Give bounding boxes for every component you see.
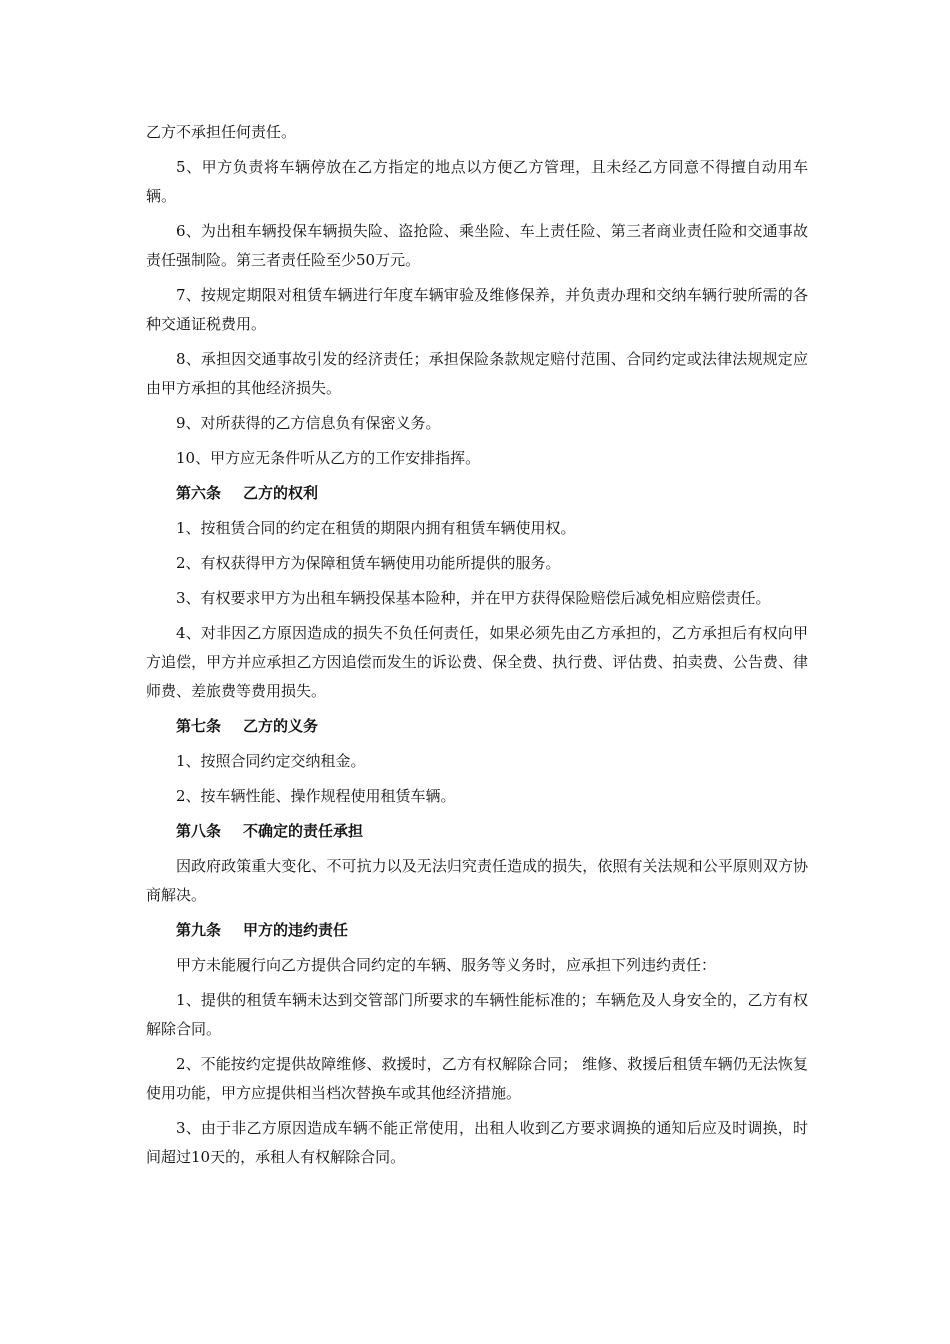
paragraph: 1、按租赁合同的约定在租赁的期限内拥有租赁车辆使用权。 (176, 519, 576, 537)
section-title: 乙方的义务 (243, 717, 319, 735)
section-title: 不确定的责任承担 (243, 822, 364, 840)
paragraph: 3、有权要求甲方为出租车辆投保基本险种，并在甲方获得保险赔偿后减免相应赔偿责任。 (176, 589, 771, 607)
paragraph: 3、由于非乙方原因造成车辆不能正常使用，出租人收到乙方要求调换的通知后应及时调换，时间超过10天的，承租人有权解除合同。 (146, 1119, 808, 1166)
section-heading (146, 817, 808, 846)
section-number: 第七条 (176, 717, 222, 735)
paragraph: 1、按照合同约定交纳租金。 (176, 752, 366, 770)
paragraph: 1、提供的租赁车辆未达到交管部门所要求的车辆性能标准的；车辆危及人身安全的，乙方有权解除合同。 (146, 991, 808, 1038)
section-number: 第九条 (176, 921, 222, 939)
paragraph: 9、对所获得的乙方信息负有保密义务。 (176, 414, 441, 432)
paragraph: 10、甲方应无条件听从乙方的工作安排指挥。 (176, 449, 481, 467)
section-number: 第八条 (176, 822, 222, 840)
section-title: 甲方的违约责任 (243, 921, 349, 939)
paragraph: 2、按车辆性能、操作规程使用租赁车辆。 (176, 787, 456, 805)
section-heading (146, 916, 808, 945)
section-heading (146, 712, 808, 741)
paragraph: 4、对非因乙方原因造成的损失不负任何责任，如果必须先由乙方承担的，乙方承担后有权向甲方追偿，甲方并应承担乙方因追偿而发生的诉讼费、保全费、执行费、评估费、拍卖费、公告费、律师费、差旅费等费用损失。 (146, 624, 808, 700)
paragraph: 8、承担因交通事故引发的经济责任；承担保险条款规定赔付范围、合同约定或法律法规规定应由甲方承担的其他经济损失。 (146, 350, 808, 397)
paragraph: 甲方未能履行向乙方提供合同约定的车辆、服务等义务时，应承担下列违约责任： (176, 956, 717, 974)
section-number: 第六条 (176, 484, 222, 502)
paragraph: 乙方不承担任何责任。 (146, 123, 297, 141)
paragraph: 因政府政策重大变化、不可抗力以及无法归究责任造成的损失，依照有关法规和公平原则双方协商解决。 (146, 857, 808, 904)
paragraph: 2、有权获得甲方为保障租赁车辆使用功能所提供的服务。 (176, 554, 561, 572)
section-heading (146, 479, 808, 508)
paragraph: 7、按规定期限对租赁车辆进行年度车辆审验及维修保养，并负责办理和交纳车辆行驶所需的各种交通证税费用。 (146, 286, 808, 333)
section-title: 乙方的权利 (243, 484, 319, 502)
paragraph: 6、为出租车辆投保车辆损失险、盗抢险、乘坐险、车上责任险、第三者商业责任险和交通事故责任强制险。第三者责任险至少50万元。 (146, 222, 808, 269)
paragraph: 2、不能按约定提供故障维修、救援时，乙方有权解除合同； 维修、救援后租赁车辆仍无法恢复使用功能，甲方应提供相当档次替换车或其他经济措施。 (146, 1055, 808, 1102)
document-page (146, 118, 808, 1178)
paragraph: 5、甲方负责将车辆停放在乙方指定的地点以方便乙方管理，且未经乙方同意不得擅自动用车辆。 (146, 158, 808, 205)
